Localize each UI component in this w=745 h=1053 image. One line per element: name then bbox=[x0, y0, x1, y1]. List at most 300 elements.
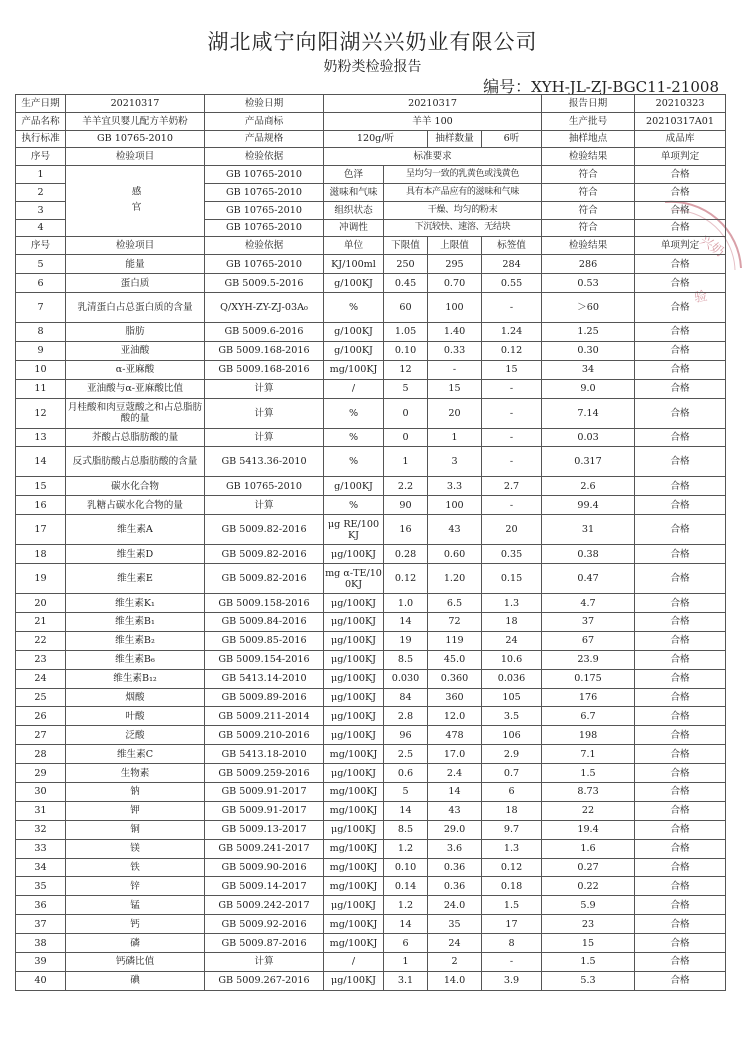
sensory-header-no: 序号 bbox=[16, 148, 66, 166]
label-value: 18 bbox=[482, 801, 542, 820]
label-value: 0.12 bbox=[482, 341, 542, 360]
judgement: 合格 bbox=[635, 915, 726, 934]
nutrient-row bbox=[16, 801, 726, 820]
nutrient-row bbox=[16, 745, 726, 764]
unit: % bbox=[324, 428, 384, 447]
lower-limit: 0.10 bbox=[384, 341, 428, 360]
test-basis: GB 5009.154-2016 bbox=[205, 650, 324, 669]
test-result: 9.0 bbox=[542, 379, 635, 398]
product-name-label: 产品名称 bbox=[16, 112, 66, 130]
nutrient-row bbox=[16, 341, 726, 360]
test-result: 0.22 bbox=[542, 877, 635, 896]
row-number: 40 bbox=[16, 971, 66, 990]
lower-limit: 0.12 bbox=[384, 564, 428, 594]
row-number: 16 bbox=[16, 496, 66, 515]
judgement: 合格 bbox=[635, 398, 726, 428]
row-number: 38 bbox=[16, 934, 66, 953]
lower-limit: 0 bbox=[384, 428, 428, 447]
sample-place: 成品库 bbox=[635, 130, 726, 148]
unit: mg/100KJ bbox=[324, 801, 384, 820]
upper-limit: 0.36 bbox=[428, 858, 482, 877]
unit: % bbox=[324, 447, 384, 477]
judgement: 合格 bbox=[635, 877, 726, 896]
row-number: 6 bbox=[16, 274, 66, 293]
svg-text:兴奶: 兴奶 bbox=[696, 232, 727, 261]
nutrient-row bbox=[16, 820, 726, 839]
upper-limit: 100 bbox=[428, 496, 482, 515]
lower-limit: 1.0 bbox=[384, 594, 428, 613]
unit: μg/100KJ bbox=[324, 820, 384, 839]
company-name: 湖北咸宁向阳湖兴兴奶业有限公司 bbox=[207, 30, 538, 54]
label-value: - bbox=[482, 953, 542, 972]
header-basis: 检验依据 bbox=[205, 237, 324, 255]
judgement: 合格 bbox=[635, 688, 726, 707]
nutrient-row bbox=[16, 594, 726, 613]
lower-limit: 1.2 bbox=[384, 896, 428, 915]
test-result: 34 bbox=[542, 360, 635, 379]
judgement: 合格 bbox=[635, 496, 726, 515]
test-basis: GB 10765-2010 bbox=[205, 201, 324, 219]
unit: g/100KJ bbox=[324, 341, 384, 360]
test-result: 1.5 bbox=[542, 764, 635, 783]
upper-limit: 15 bbox=[428, 379, 482, 398]
test-basis: GB 5009.82-2016 bbox=[205, 545, 324, 564]
test-item: 维生素B₁₂ bbox=[66, 669, 205, 688]
label-value: 8 bbox=[482, 934, 542, 953]
sensory-header-basis: 检验依据 bbox=[205, 148, 324, 166]
report-date-label: 报告日期 bbox=[542, 95, 635, 113]
upper-limit: 3.6 bbox=[428, 839, 482, 858]
product-name: 羊羊宜贝婴儿配方羊奶粉 bbox=[66, 112, 205, 130]
unit: μg/100KJ bbox=[324, 612, 384, 631]
test-basis: GB 5009.82-2016 bbox=[205, 515, 324, 545]
judgement: 合格 bbox=[635, 782, 726, 801]
upper-limit: 72 bbox=[428, 612, 482, 631]
test-item: 泛酸 bbox=[66, 726, 205, 745]
sensory-row bbox=[16, 166, 726, 184]
sensory-header-item: 检验项目 bbox=[66, 148, 205, 166]
judgement: 合格 bbox=[635, 707, 726, 726]
label-value: 1.24 bbox=[482, 322, 542, 341]
test-item: 钙磷比值 bbox=[66, 953, 205, 972]
nutrient-row bbox=[16, 612, 726, 631]
row-number: 11 bbox=[16, 379, 66, 398]
nutrient-row bbox=[16, 564, 726, 594]
lower-limit: 0 bbox=[384, 398, 428, 428]
judgement: 合格 bbox=[635, 564, 726, 594]
upper-limit: 29.0 bbox=[428, 820, 482, 839]
nutrient-row bbox=[16, 360, 726, 379]
judgement: 合格 bbox=[635, 953, 726, 972]
upper-limit: 12.0 bbox=[428, 707, 482, 726]
row-number: 23 bbox=[16, 650, 66, 669]
production-date-label: 生产日期 bbox=[16, 95, 66, 113]
test-result: 0.175 bbox=[542, 669, 635, 688]
row-number: 35 bbox=[16, 877, 66, 896]
svg-text:验: 验 bbox=[693, 288, 709, 306]
test-basis: GB 5009.84-2016 bbox=[205, 612, 324, 631]
sensory-header-result: 检验结果 bbox=[542, 148, 635, 166]
test-result: 67 bbox=[542, 631, 635, 650]
unit: μg/100KJ bbox=[324, 971, 384, 990]
label-value: 0.7 bbox=[482, 764, 542, 783]
header-no: 序号 bbox=[16, 237, 66, 255]
test-item: 叶酸 bbox=[66, 707, 205, 726]
nutrient-row bbox=[16, 650, 726, 669]
test-basis: 计算 bbox=[205, 398, 324, 428]
header-judgement: 单项判定 bbox=[635, 237, 726, 255]
lower-limit: 5 bbox=[384, 379, 428, 398]
upper-limit: 6.5 bbox=[428, 594, 482, 613]
test-item: 维生素D bbox=[66, 545, 205, 564]
row-number: 22 bbox=[16, 631, 66, 650]
lower-limit: 96 bbox=[384, 726, 428, 745]
test-result: 99.4 bbox=[542, 496, 635, 515]
test-basis: GB 10765-2010 bbox=[205, 183, 324, 201]
row-number: 15 bbox=[16, 477, 66, 496]
test-result: 5.3 bbox=[542, 971, 635, 990]
upper-limit: 24 bbox=[428, 934, 482, 953]
unit: μg RE/100KJ bbox=[324, 515, 384, 545]
nutrient-row bbox=[16, 915, 726, 934]
label-value: - bbox=[482, 398, 542, 428]
row-number: 28 bbox=[16, 745, 66, 764]
lower-limit: 0.45 bbox=[384, 274, 428, 293]
label-value: 106 bbox=[482, 726, 542, 745]
upper-limit: 100 bbox=[428, 292, 482, 322]
row-number: 18 bbox=[16, 545, 66, 564]
label-value: - bbox=[482, 428, 542, 447]
standard-requirement: 具有本产品应有的滋味和气味 bbox=[384, 183, 542, 201]
unit: g/100KJ bbox=[324, 477, 384, 496]
test-result: 176 bbox=[542, 688, 635, 707]
row-number: 19 bbox=[16, 564, 66, 594]
upper-limit: 478 bbox=[428, 726, 482, 745]
row-number: 25 bbox=[16, 688, 66, 707]
test-basis: Q/XYH-ZY-ZJ-03A₀ bbox=[205, 292, 324, 322]
unit: / bbox=[324, 953, 384, 972]
lower-limit: 16 bbox=[384, 515, 428, 545]
inspection-date: 20210317 bbox=[324, 95, 542, 113]
nutrient-row bbox=[16, 292, 726, 322]
label-value: 105 bbox=[482, 688, 542, 707]
judgement: 合格 bbox=[635, 360, 726, 379]
label-value: - bbox=[482, 496, 542, 515]
test-basis: GB 5009.85-2016 bbox=[205, 631, 324, 650]
header-label-value: 标签值 bbox=[482, 237, 542, 255]
row-number: 26 bbox=[16, 707, 66, 726]
test-result: 6.7 bbox=[542, 707, 635, 726]
test-basis: GB 5009.241-2017 bbox=[205, 839, 324, 858]
test-basis: GB 5009.87-2016 bbox=[205, 934, 324, 953]
header-unit: 单位 bbox=[324, 237, 384, 255]
row-number: 24 bbox=[16, 669, 66, 688]
judgement: 合格 bbox=[635, 183, 726, 201]
row-number: 32 bbox=[16, 820, 66, 839]
judgement: 合格 bbox=[635, 515, 726, 545]
nutrient-row bbox=[16, 953, 726, 972]
label-value: 284 bbox=[482, 255, 542, 274]
judgement: 合格 bbox=[635, 801, 726, 820]
label-value: 6 bbox=[482, 782, 542, 801]
unit: mg/100KJ bbox=[324, 839, 384, 858]
label-value: 0.35 bbox=[482, 545, 542, 564]
judgement: 合格 bbox=[635, 219, 726, 237]
nutrient-row bbox=[16, 839, 726, 858]
info-row-product bbox=[16, 112, 726, 130]
test-item: 碘 bbox=[66, 971, 205, 990]
test-basis: GB 5009.14-2017 bbox=[205, 877, 324, 896]
test-basis: GB 5009.5-2016 bbox=[205, 274, 324, 293]
judgement: 合格 bbox=[635, 166, 726, 184]
test-basis: GB 5009.92-2016 bbox=[205, 915, 324, 934]
judgement: 合格 bbox=[635, 839, 726, 858]
row-number: 5 bbox=[16, 255, 66, 274]
upper-limit: 295 bbox=[428, 255, 482, 274]
header-upper: 上限值 bbox=[428, 237, 482, 255]
sensory-item-name: 组织状态 bbox=[324, 201, 384, 219]
upper-limit: 119 bbox=[428, 631, 482, 650]
upper-limit: 3 bbox=[428, 447, 482, 477]
nutrient-row bbox=[16, 877, 726, 896]
test-item: 钠 bbox=[66, 782, 205, 801]
unit: mg/100KJ bbox=[324, 745, 384, 764]
upper-limit: 0.60 bbox=[428, 545, 482, 564]
lower-limit: 12 bbox=[384, 360, 428, 379]
upper-limit: 43 bbox=[428, 801, 482, 820]
sensory-header-judgement: 单项判定 bbox=[635, 148, 726, 166]
row-number: 1 bbox=[16, 166, 66, 184]
test-basis: GB 5413.18-2010 bbox=[205, 745, 324, 764]
test-basis: GB 5009.89-2016 bbox=[205, 688, 324, 707]
nutrient-row bbox=[16, 726, 726, 745]
row-number: 17 bbox=[16, 515, 66, 545]
row-number: 8 bbox=[16, 322, 66, 341]
test-result: 19.4 bbox=[542, 820, 635, 839]
test-item: 碳水化合物 bbox=[66, 477, 205, 496]
unit: % bbox=[324, 398, 384, 428]
lower-limit: 0.28 bbox=[384, 545, 428, 564]
test-basis: GB 10765-2010 bbox=[205, 255, 324, 274]
test-item: 磷 bbox=[66, 934, 205, 953]
test-result: 0.03 bbox=[542, 428, 635, 447]
judgement: 合格 bbox=[635, 428, 726, 447]
standard-label: 执行标准 bbox=[16, 130, 66, 148]
production-date: 20210317 bbox=[66, 95, 205, 113]
nutrient-row bbox=[16, 707, 726, 726]
test-item: 铜 bbox=[66, 820, 205, 839]
judgement: 合格 bbox=[635, 322, 726, 341]
test-result: ＞60 bbox=[542, 292, 635, 322]
lower-limit: 0.030 bbox=[384, 669, 428, 688]
nutrient-row bbox=[16, 274, 726, 293]
upper-limit: 0.70 bbox=[428, 274, 482, 293]
upper-limit: 2 bbox=[428, 953, 482, 972]
test-basis: GB 5413.14-2010 bbox=[205, 669, 324, 688]
row-number: 13 bbox=[16, 428, 66, 447]
nutrient-row bbox=[16, 782, 726, 801]
lower-limit: 8.5 bbox=[384, 650, 428, 669]
header-lower: 下限值 bbox=[384, 237, 428, 255]
nutrient-row bbox=[16, 379, 726, 398]
spec: 120g/听 bbox=[324, 130, 428, 148]
test-item: 反式脂肪酸占总脂肪酸的含量 bbox=[66, 447, 205, 477]
label-value: 1.5 bbox=[482, 896, 542, 915]
test-result: 2.6 bbox=[542, 477, 635, 496]
row-number: 29 bbox=[16, 764, 66, 783]
unit: mg/100KJ bbox=[324, 360, 384, 379]
test-basis: GB 5009.242-2017 bbox=[205, 896, 324, 915]
unit: g/100KJ bbox=[324, 274, 384, 293]
spec-label: 产品规格 bbox=[205, 130, 324, 148]
nutrient-row bbox=[16, 934, 726, 953]
test-basis: GB 5009.168-2016 bbox=[205, 360, 324, 379]
sample-qty-label: 抽样数量 bbox=[428, 130, 482, 148]
label-value: 0.18 bbox=[482, 877, 542, 896]
row-number: 21 bbox=[16, 612, 66, 631]
test-item: 镁 bbox=[66, 839, 205, 858]
test-item: 能量 bbox=[66, 255, 205, 274]
label-value: 18 bbox=[482, 612, 542, 631]
test-result: 1.5 bbox=[542, 953, 635, 972]
unit: mg/100KJ bbox=[324, 934, 384, 953]
lower-limit: 60 bbox=[384, 292, 428, 322]
test-item: 维生素B₁ bbox=[66, 612, 205, 631]
row-number: 9 bbox=[16, 341, 66, 360]
unit: % bbox=[324, 496, 384, 515]
label-value: 24 bbox=[482, 631, 542, 650]
unit: μg/100KJ bbox=[324, 707, 384, 726]
report-title: 奶粉类检验报告 bbox=[323, 59, 422, 75]
test-result: 0.30 bbox=[542, 341, 635, 360]
test-basis: GB 5009.90-2016 bbox=[205, 858, 324, 877]
label-value: 0.12 bbox=[482, 858, 542, 877]
upper-limit: 2.4 bbox=[428, 764, 482, 783]
test-item: 钙 bbox=[66, 915, 205, 934]
upper-limit: 24.0 bbox=[428, 896, 482, 915]
test-result: 0.317 bbox=[542, 447, 635, 477]
upper-limit: 0.33 bbox=[428, 341, 482, 360]
nutrient-row bbox=[16, 764, 726, 783]
unit: μg/100KJ bbox=[324, 594, 384, 613]
test-item: 铁 bbox=[66, 858, 205, 877]
lower-limit: 19 bbox=[384, 631, 428, 650]
test-result: 0.47 bbox=[542, 564, 635, 594]
test-basis: GB 5009.82-2016 bbox=[205, 564, 324, 594]
test-item: 乳糖占碳水化合物的量 bbox=[66, 496, 205, 515]
row-number: 2 bbox=[16, 183, 66, 201]
test-item: 维生素C bbox=[66, 745, 205, 764]
nutrient-row bbox=[16, 631, 726, 650]
lower-limit: 1.2 bbox=[384, 839, 428, 858]
unit: μg/100KJ bbox=[324, 631, 384, 650]
row-number: 39 bbox=[16, 953, 66, 972]
lower-limit: 2.5 bbox=[384, 745, 428, 764]
judgement: 合格 bbox=[635, 669, 726, 688]
inspection-date-label: 检验日期 bbox=[205, 95, 324, 113]
test-item: 烟酸 bbox=[66, 688, 205, 707]
report-table bbox=[15, 94, 726, 991]
unit: % bbox=[324, 292, 384, 322]
test-result: 1.6 bbox=[542, 839, 635, 858]
judgement: 合格 bbox=[635, 274, 726, 293]
test-result: 符合 bbox=[542, 201, 635, 219]
header-item: 检验项目 bbox=[66, 237, 205, 255]
label-value: 15 bbox=[482, 360, 542, 379]
judgement: 合格 bbox=[635, 545, 726, 564]
test-result: 符合 bbox=[542, 183, 635, 201]
test-item: 维生素B₂ bbox=[66, 631, 205, 650]
test-item: 生物素 bbox=[66, 764, 205, 783]
test-basis: 计算 bbox=[205, 953, 324, 972]
test-result: 31 bbox=[542, 515, 635, 545]
test-item: 蛋白质 bbox=[66, 274, 205, 293]
sample-place-label: 抽样地点 bbox=[542, 130, 635, 148]
lower-limit: 14 bbox=[384, 915, 428, 934]
test-basis: GB 5009.91-2017 bbox=[205, 782, 324, 801]
unit: μg/100KJ bbox=[324, 650, 384, 669]
test-basis: GB 10765-2010 bbox=[205, 477, 324, 496]
unit: mg α-TE/100KJ bbox=[324, 564, 384, 594]
test-item: 锰 bbox=[66, 896, 205, 915]
standard-requirement: 干燥、均匀的粉末 bbox=[384, 201, 542, 219]
batch: 20210317A01 bbox=[635, 112, 726, 130]
test-basis: 计算 bbox=[205, 379, 324, 398]
unit: mg/100KJ bbox=[324, 877, 384, 896]
upper-limit: 3.3 bbox=[428, 477, 482, 496]
sensory-group-label: 感官 bbox=[66, 166, 205, 237]
test-item: 锌 bbox=[66, 877, 205, 896]
upper-limit: 1.40 bbox=[428, 322, 482, 341]
sensory-item-name: 滋味和气味 bbox=[324, 183, 384, 201]
label-value: 10.6 bbox=[482, 650, 542, 669]
judgement: 合格 bbox=[635, 971, 726, 990]
row-number: 12 bbox=[16, 398, 66, 428]
unit: KJ/100ml bbox=[324, 255, 384, 274]
sensory-header-row bbox=[16, 148, 726, 166]
sensory-item-name: 冲调性 bbox=[324, 219, 384, 237]
test-result: 符合 bbox=[542, 166, 635, 184]
lower-limit: 2.8 bbox=[384, 707, 428, 726]
test-result: 22 bbox=[542, 801, 635, 820]
unit: mg/100KJ bbox=[324, 782, 384, 801]
label-value: 9.7 bbox=[482, 820, 542, 839]
row-number: 14 bbox=[16, 447, 66, 477]
row-number: 20 bbox=[16, 594, 66, 613]
info-row-standard bbox=[16, 130, 726, 148]
upper-limit: 17.0 bbox=[428, 745, 482, 764]
judgement: 合格 bbox=[635, 255, 726, 274]
row-number: 4 bbox=[16, 219, 66, 237]
test-basis: GB 5009.158-2016 bbox=[205, 594, 324, 613]
lower-limit: 14 bbox=[384, 612, 428, 631]
row-number: 36 bbox=[16, 896, 66, 915]
judgement: 合格 bbox=[635, 896, 726, 915]
label-value: 0.036 bbox=[482, 669, 542, 688]
label-value: 2.7 bbox=[482, 477, 542, 496]
sensory-header-requirement: 标准要求 bbox=[324, 148, 542, 166]
judgement: 合格 bbox=[635, 379, 726, 398]
upper-limit: 0.36 bbox=[428, 877, 482, 896]
test-basis: GB 5009.168-2016 bbox=[205, 341, 324, 360]
lower-limit: 0.10 bbox=[384, 858, 428, 877]
unit: μg/100KJ bbox=[324, 896, 384, 915]
test-basis: GB 5009.267-2016 bbox=[205, 971, 324, 990]
test-result: 7.14 bbox=[542, 398, 635, 428]
unit: g/100KJ bbox=[324, 322, 384, 341]
judgement: 合格 bbox=[635, 650, 726, 669]
batch-label: 生产批号 bbox=[542, 112, 635, 130]
